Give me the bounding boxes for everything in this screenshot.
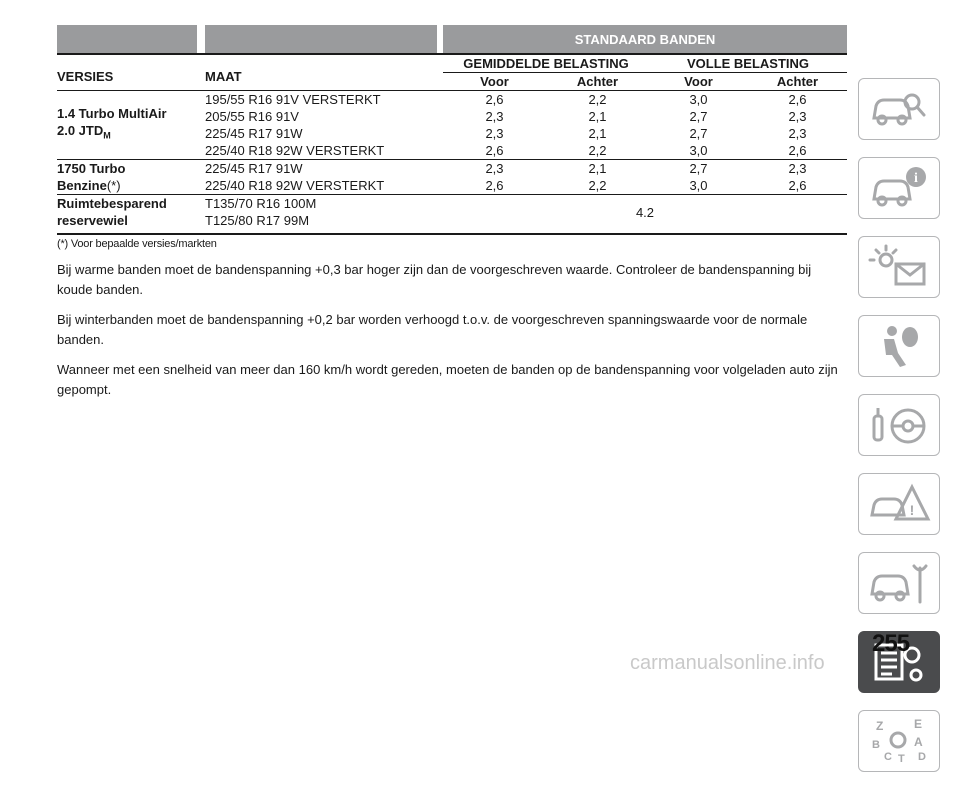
tab-airbag-safety[interactable] [858,315,940,377]
main-content [57,25,847,400]
header-row-1 [57,54,847,73]
col-header-volle: VOLLE BELASTING [649,54,847,73]
tab-index[interactable] [858,710,940,772]
col-header-maat: MAAT [205,54,437,91]
row-versions: 1.4 Turbo MultiAir 2.0 $JTD_M$ [57,91,197,160]
col-header-gemiddelde: GEMIDDELDE BELASTING [443,54,649,73]
table-row [57,91,847,160]
warning-lights-icon [866,242,932,292]
car-search-icon [866,84,932,134]
tab-car-search[interactable] [858,78,940,140]
paragraph-winter-tyres: Bij winterbanden moet de bandenspanning +0,2 bar worden verhoogd t.o.v. de voorgeschreven spanningswaarde voor de normale banden. [57,312,808,347]
svg-text:Z: Z [876,719,884,733]
index-letters-icon [866,716,932,766]
row-sizes: 195/55 R16 91V VERSTERKT 205/55 R16 91V 225/45 R17 91W 225/40 R18 92W VERSTERKT [205,91,437,160]
paragraph-warm-tyres: Bij warme banden moet de bandenspanning +0,3 bar hoger zijn dan de voorgeschreven waarde. Controleer de bandenspanning bij koude banden. [57,262,812,297]
footnote: (*) Voor bepaalde versies/markten [57,233,847,250]
row-gem-achter: 2,2 2,1 2,1 2,2 [546,91,649,160]
sub-header-gem-achter: Achter [546,73,649,91]
tab-warning-lights[interactable] [858,236,940,298]
row-vol-achter: 2,6 2,3 2,3 2,6 [748,91,847,160]
row-gem-voor: 2,6 2,3 2,3 2,6 [443,91,546,160]
row-sizes: T135/70 R16 100M T125/80 R17 99M [205,195,437,230]
sub-header-gem-voor: Voor [443,73,546,91]
chapter-sidebar [858,78,942,789]
steering-key-icon [866,400,932,450]
tab-emergency[interactable] [858,473,940,535]
svg-text:T: T [898,753,905,765]
row-versions: 1750 Turbo Benzine(*) [57,160,197,195]
tab-car-maintenance[interactable] [858,552,940,614]
tab-steering-key[interactable] [858,394,940,456]
row-sizes: 225/45 R17 91W 225/40 R18 92W VERSTERKT [205,160,437,195]
svg-text:i: i [914,171,918,186]
row-vol-voor: 2,7 3,0 [649,160,748,195]
airbag-safety-icon [866,321,932,371]
sub-header-vol-voor: Voor [649,73,748,91]
svg-text:E: E [914,717,923,731]
band-maat [205,25,437,54]
paragraph-high-speed: Wanneer met een snelheid van meer dan 160 km/h wordt gereden, moeten de banden op de bandenspanning voor volgeladen auto zijn gepompt. [57,362,838,397]
svg-text:D: D [918,751,926,763]
sub-header-vol-achter: Achter [748,73,847,91]
car-maintenance-icon [866,558,932,608]
row-versions: Ruimtebesparend reservewiel [57,195,197,230]
car-info-icon [866,163,932,213]
row-gem-voor: 2,3 2,6 [443,160,546,195]
group-header-standaard-banden: STANDAARD BANDEN [443,25,847,54]
watermark: carmanualsonline.info [630,652,825,674]
col-header-versies: VERSIES [57,54,197,91]
table-row [57,195,847,230]
table-row [57,160,847,195]
svg-text:!: ! [909,502,915,518]
row-vol-voor: 3,0 2,7 2,7 3,0 [649,91,748,160]
band-versies [57,25,197,54]
row-gem-achter: 2,1 2,2 [546,160,649,195]
row-vol-achter: 2,3 2,6 [748,160,847,195]
svg-text:B: B [872,739,880,751]
emergency-icon [866,479,932,529]
svg-text:A: A [914,735,923,749]
row-spare-value: 4.2 [443,195,847,230]
tab-car-info[interactable] [858,157,940,219]
page-number: 255 [872,630,910,657]
table-top-band [57,25,847,54]
svg-text:C: C [884,751,892,763]
tyre-pressure-table [57,25,847,229]
